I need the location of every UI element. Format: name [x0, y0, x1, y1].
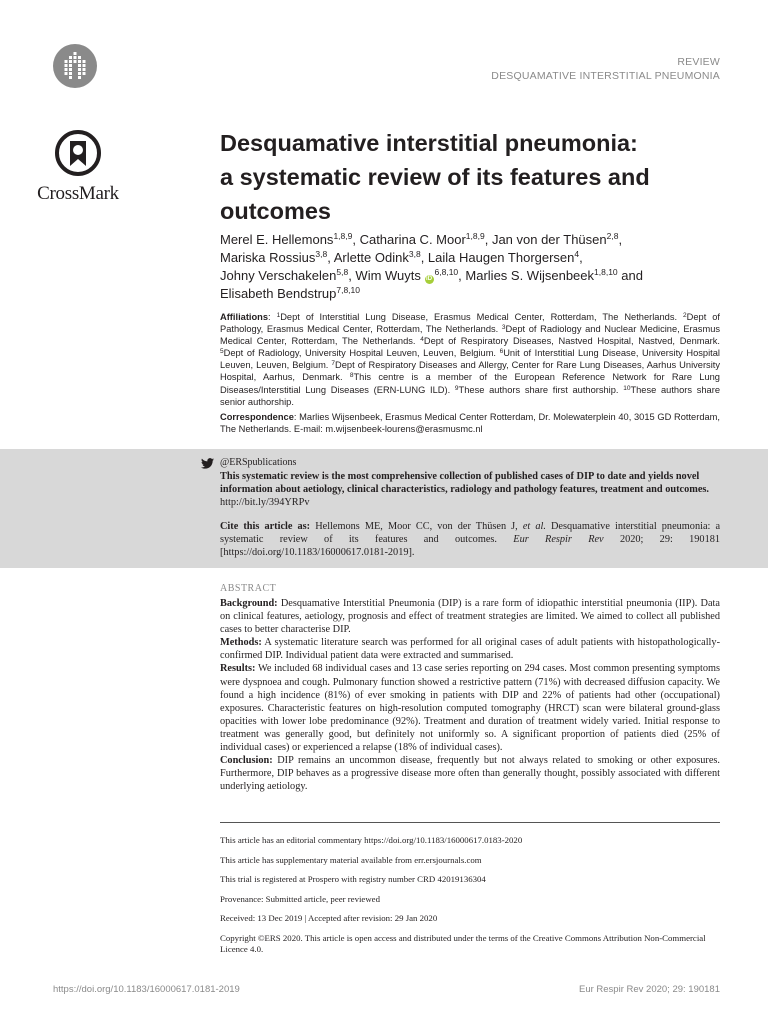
- correspondence: [220, 411, 720, 435]
- footer-journal-ref: Eur Respir Rev 2020; 29: 190181: [578, 984, 720, 995]
- orcid-icon[interactable]: iD: [426, 276, 433, 282]
- abstract-heading: ABSTRACT: [220, 583, 277, 594]
- title-line: outcomes: [220, 198, 331, 224]
- crossmark-label: CrossMark: [37, 183, 119, 204]
- author[interactable]: Mariska Rossius$^{3,8}$: [220, 249, 328, 265]
- crossmark-icon: [55, 130, 101, 176]
- title-line: a systematic review of its features and: [220, 164, 650, 190]
- author[interactable]: Merel E. Hellemons$^{1,8,9}$: [220, 231, 353, 247]
- correspondence-label: Correspondence: [220, 412, 294, 422]
- author[interactable]: Johny Verschakelen$^{5,8}$: [220, 267, 349, 283]
- abstract: [220, 597, 720, 793]
- cite-doi[interactable]: 2020; 29: 190181 [https://doi.org/10.1183/16000617.0181-2019].: [220, 534, 721, 559]
- tweet-link[interactable]: http://bit.ly/394YRPv: [220, 497, 310, 508]
- topic-label: DESQUAMATIVE INTERSTITIAL PNEUMONIA: [491, 70, 720, 82]
- citation: Cite this article as: Hellemons ME, Moor CC, von der Thüsen J, et al. Desquamative interstitial pneumonia: a systematic review of its features and outcomes. Eur Respir Rev 2020; 29: 190181 [https://doi.org/10.1183/16000617.0181-2019].: [220, 521, 721, 559]
- author[interactable]: Catharina C. Moor$^{1,8,9}$: [359, 231, 485, 247]
- abstract-background: Background: Desquamative Interstitial Pneumonia (DIP) is a rare form of idiopathic interstitial pneumonia (IIP). Data on clinical features, aetiology, prognosis and effect of treatment strategies are limited. We aimed to collect all published cases to better characterise DIP.: [220, 598, 720, 636]
- article-notes: [220, 835, 720, 964]
- divider: [220, 822, 720, 823]
- cite-label: Cite this article as:: [220, 521, 311, 532]
- lungs-icon: [53, 44, 97, 88]
- note-provenance: Provenance: Submitted article, peer reviewed: [220, 893, 380, 904]
- running-header: [491, 55, 720, 83]
- author[interactable]: Marlies S. Wijsenbeek$^{1,8,10}$: [465, 267, 618, 283]
- abstract-methods: Methods: A systematic literature search was performed for all original cases of adult patients with histopathologically-confirmed DIP. Individual patient data were extracted and summarised.: [220, 637, 720, 662]
- tweet-body: This systematic review is the most comprehensive collection of published cases of DIP to date and yields novel information about aetiology, clinical characteristics, radiology and pathology features, treatment and outcomes.: [220, 471, 709, 495]
- abstract-conclusion: Conclusion: DIP remains an uncommon disease, frequently but not always related to smoking or other exposures. Furthermore, DIP behaves as a progressive disease more often than generally thought, possibly associated with different underlying aetiology.: [220, 755, 721, 793]
- author[interactable]: Arlette Odink$^{3,8}$: [333, 249, 421, 265]
- tweet-text: [220, 470, 720, 509]
- note-supplementary[interactable]: This article has supplementary material available from err.ersjournals.com: [220, 854, 482, 865]
- author[interactable]: Elisabeth Bendstrup$^{7,8,10}$: [220, 285, 360, 301]
- author-list: Merel E. Hellemons$^{1,8,9}$, Catharina C. Moor$^{1,8,9}$, Jan von der Thüsen$^{2,8}$, Mariska Rossius$^{3,8}$, Arlette Odink$^{3,8}$, Laila Haugen Thorgersen$^4$, Johny Verschakelen$^{5,8}$, Wim Wuyts iD$^{6,8,10}$, Marlies S. Wijsenbeek$^{1,8,10}$ and Elisabeth Bendstrup$^{7,8,10}$: [220, 231, 643, 301]
- title-line: Desquamative interstitial pneumonia:: [220, 130, 638, 156]
- abstract-results: Results: We included 68 individual cases and 13 case series reporting on 294 cases. Most common presenting symptoms were dyspnoea and cough. Pulmonary function showed a restrictive pattern (71%) with decreased diffusion capacity. We found a high incidence (81%) of ever smoking in patients with DIP and 22% of patients had other (occupational) exposures. Characteristic features on high-resolution computed tomography (HRCT) scan were bilateral ground-glass opacities with lower lobe predominance (92%). Treatment and duration of treatment widely varied. Initial response to treatment was generally good, but definitely not uniformly so. A significant proportion of patients died (25% of individual cases) or experienced a relapse (18% of individual cases).: [220, 663, 721, 754]
- twitter-handle[interactable]: @ERSpublications: [220, 457, 297, 468]
- ers-logo: [53, 44, 97, 88]
- author[interactable]: Laila Haugen Thorgersen$^4$: [427, 249, 580, 265]
- twitter-icon: [201, 458, 214, 469]
- affiliations-label: Affiliations: [220, 312, 269, 322]
- note-registration: This trial is registered at Prospero with registry number CRD 42019136304: [220, 874, 486, 884]
- correspondence-text[interactable]: : Marlies Wijsenbeek, Erasmus Medical Center Rotterdam, Dr. Molewaterplein 40, 3015 GD Rotterdam, The Netherlands. E-mail: m.wijsenbeek-lourens@erasmusmc.nl: [220, 412, 720, 435]
- footer-doi[interactable]: https://doi.org/10.1183/16000617.0181-2019: [53, 984, 240, 995]
- note-dates: Received: 13 Dec 2019 | Accepted after revision: 29 Jan 2020: [220, 913, 438, 923]
- affiliations: Affiliations: $^1$Dept of Interstitial Lung Disease, Erasmus Medical Center, Rotterdam, The Netherlands. $^2$Dept of Pathology, Erasmus Medical Center, Rotterdam, The Netherlands. $^3$Dept of Radiology and Nuclear Medicine, Erasmus Medical Center, Rotterdam, The Netherlands. $^4$Dept of Respiratory Diseases, Nastved Hospital, Nastved, Denmark. $^5$Dept of Radiology, University Hospital Leuven, Leuven, Belgium. $^6$Unit of Interstitial Lung Disease, University Hospital Leuven, Leuven, Belgium. $^7$Dept of Respiratory Diseases and Allergy, Center for Rare Lung Diseases, Aarhus University Hospital, Aarhus, Denmark. $^8$This centre is a member of the European Reference Network for Rare Lung Diseases/Interstitial Lung Diseases (ERN-LUNG ILD). $^9$These authors share first authorship. $^{10}$These authors share senior authorship.: [220, 312, 721, 407]
- and-conjunction: and: [621, 268, 643, 283]
- author[interactable]: Jan von der Thüsen$^{2,8}$: [491, 231, 619, 247]
- section-label: REVIEW: [677, 56, 720, 68]
- article-title: [220, 126, 720, 228]
- author[interactable]: Wim Wuyts iD$^{6,8,10}$: [355, 267, 459, 283]
- crossmark-badge[interactable]: [30, 130, 126, 205]
- note-editorial[interactable]: This article has an editorial commentary https://doi.org/10.1183/16000617.0183-2020: [220, 835, 523, 845]
- note-copyright: Copyright ©ERS 2020. This article is open access and distributed under the terms of the Creative Commons Attribution Non-Commercial Licence 4.0.: [220, 932, 706, 954]
